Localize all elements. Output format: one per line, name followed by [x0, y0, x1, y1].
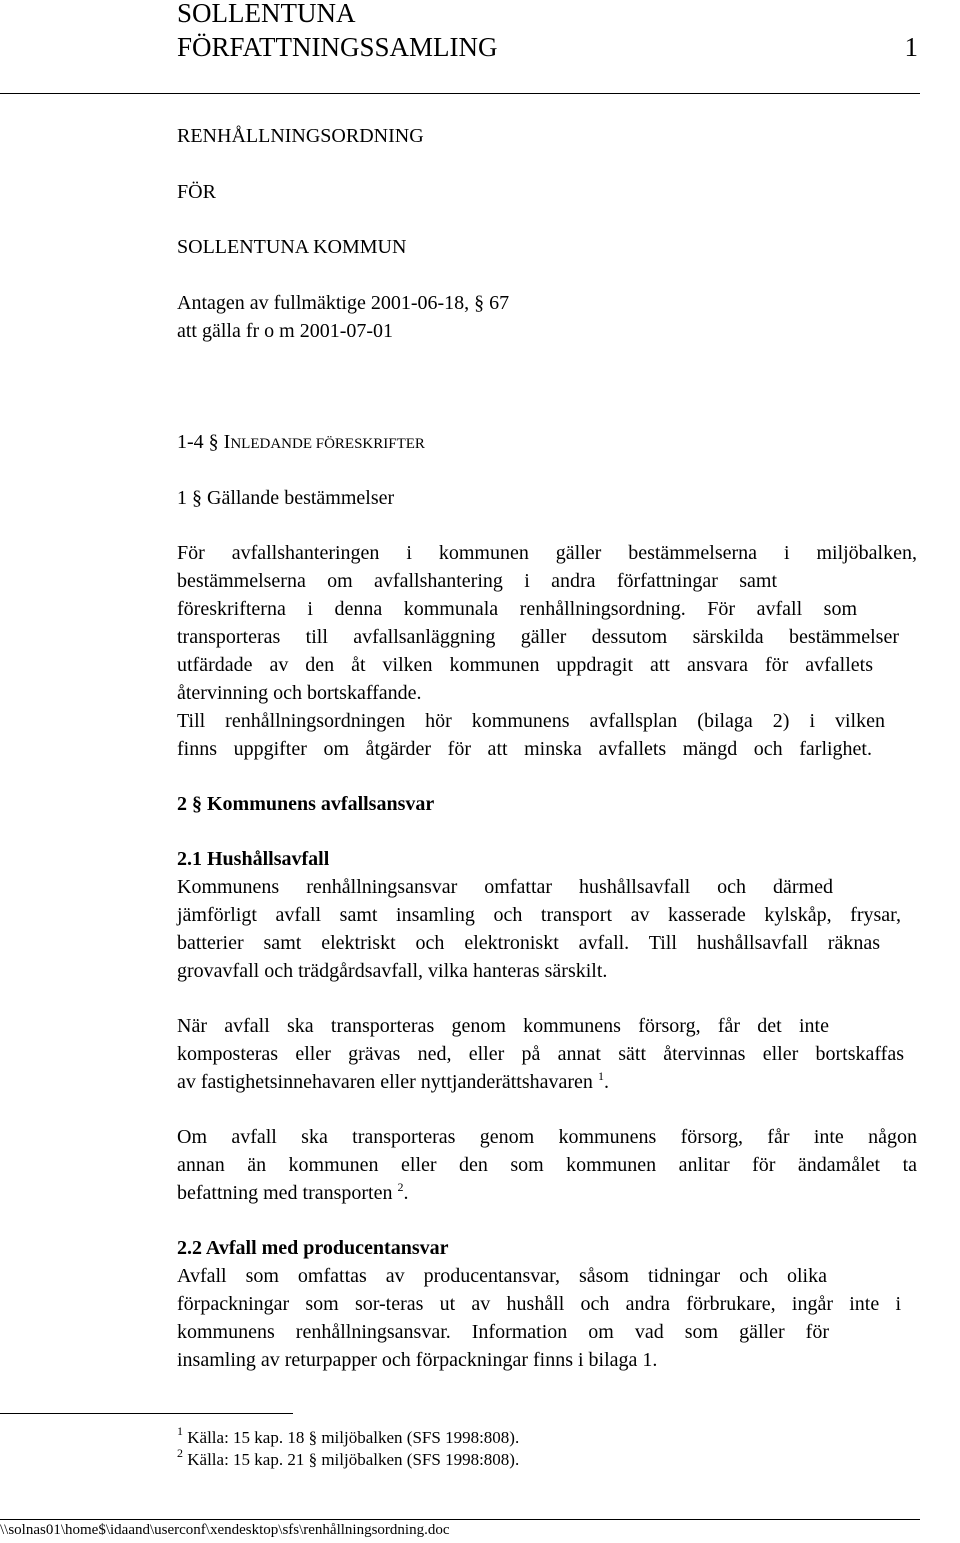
para2-line-text: av fastighetsinnehavaren eller nyttjanderättshavaren — [177, 1071, 593, 1093]
publication-title-line2: FÖRFATTNINGSSAMLING — [177, 32, 498, 62]
adopted-line1: Antagen av fullmäktige 2001-06-18, § 67 — [177, 292, 510, 314]
doc-title-line1: RENHÅLLNINGSORDNING — [177, 125, 424, 147]
para3-line: Om avfall ska transporteras genom kommunens försorg, får inte någon — [177, 1126, 917, 1148]
footnote-ref-1[interactable]: 1 — [597, 1069, 604, 1083]
para3-line-last — [177, 1179, 917, 1207]
adopted-line2: att gälla fr o m 2001-07-01 — [177, 320, 394, 342]
section1-body — [177, 539, 917, 763]
footnote-2-number: 2 — [177, 1446, 183, 1460]
section2-heading: 2 § Kommunens avfallsansvar — [177, 793, 435, 815]
doc-title-line2: FÖR — [177, 181, 216, 203]
footnote-1 — [177, 1424, 520, 1449]
page-number: 1 — [904, 32, 918, 62]
footnote-ref-2[interactable]: 2 — [397, 1180, 404, 1194]
section1-line: utfärdade av den åt vilken kommunen uppdragit att ansvara för avfallets — [177, 654, 873, 676]
para3-end: . — [403, 1182, 409, 1204]
section1-line: återvinning och bortskaffande. — [177, 682, 422, 704]
footnote-2-text: Källa: 15 kap. 21 § miljöbalken (SFS 1998:808). — [183, 1450, 520, 1469]
doc-title-line3: SOLLENTUNA KOMMUN — [177, 236, 407, 258]
chapter-title-rest: NLEDANDE FÖRESKRIFTER — [230, 436, 425, 452]
section22-line: Avfall som omfattas av producentansvar, såsom tidningar och olika — [177, 1265, 827, 1287]
section21-para3 — [177, 1123, 917, 1207]
section1-heading: 1 § Gällande bestämmelser — [177, 487, 395, 509]
footer-file-path: \\solnas01\home$\idaand\userconf\xendesktop\sfs\renhållningsordning.doc — [0, 1522, 450, 1538]
chapter-title-initial: I — [223, 431, 231, 453]
para2-line: komposteras eller grävas ned, eller på annat sätt återvinnas eller bortskaffas — [177, 1043, 904, 1065]
footnote-2 — [177, 1446, 520, 1471]
section21-line: batterier samt elektriskt och elektroniskt avfall. Till hushållsavfall räknas — [177, 932, 880, 954]
section21-line: grovavfall och trädgårdsavfall, vilka hanteras särskilt. — [177, 960, 608, 982]
footnote-separator — [0, 1413, 293, 1414]
section1-line: finns uppgifter om åtgärder för att minska avfallets mängd och farlighet. — [177, 738, 872, 760]
section22-line: insamling av returpapper och förpackningar finns i bilaga 1. — [177, 1349, 658, 1371]
section22-line: förpackningar som sor-teras ut av hushåll och andra förbrukare, ingår inte i — [177, 1293, 901, 1315]
section1-line: Till renhållningsordningen hör kommunens avfallsplan (bilaga 2) i vilken — [177, 710, 885, 732]
chapter-heading — [177, 428, 425, 458]
chapter-number: 1-4 § — [177, 431, 219, 453]
section22-body — [177, 1262, 917, 1374]
para2-end: . — [603, 1071, 609, 1093]
section21-line: jämförligt avfall samt insamling och transport av kasserade kylskåp, frysar, — [177, 904, 901, 926]
section1-line: bestämmelserna om avfallshantering i andra författningar samt — [177, 570, 777, 592]
section1-line: föreskrifterna i denna kommunala renhållningsordning. För avfall som — [177, 598, 857, 620]
section21-body — [177, 873, 917, 985]
section21-heading: 2.1 Hushållsavfall — [177, 848, 330, 870]
section21-para2 — [177, 1012, 917, 1096]
para3-line: annan än kommunen eller den som kommunen anlitar för ändamålet ta — [177, 1154, 917, 1176]
footnote-1-number: 1 — [177, 1424, 183, 1438]
section22-line: kommunens renhållningsansvar. Information om vad som gäller för — [177, 1321, 829, 1343]
publication-title — [177, 0, 498, 64]
header-rule — [0, 93, 920, 94]
section21-line: Kommunens renhållningsansvar omfattar hushållsavfall och därmed — [177, 876, 833, 898]
para2-line: När avfall ska transporteras genom kommunens försorg, får det inte — [177, 1015, 829, 1037]
section22-heading: 2.2 Avfall med producentansvar — [177, 1237, 449, 1259]
section1-line: För avfallshanteringen i kommunen gäller bestämmelserna i miljöbalken, — [177, 542, 917, 564]
para3-line-text: befattning med transporten — [177, 1182, 393, 1204]
publication-title-line1: SOLLENTUNA — [177, 0, 356, 28]
para2-line-last — [177, 1068, 917, 1096]
section1-line: transporteras till avfallsanläggning gäller dessutom särskilda bestämmelser — [177, 626, 899, 648]
footnote-1-text: Källa: 15 kap. 18 § miljöbalken (SFS 1998:808). — [183, 1428, 520, 1447]
